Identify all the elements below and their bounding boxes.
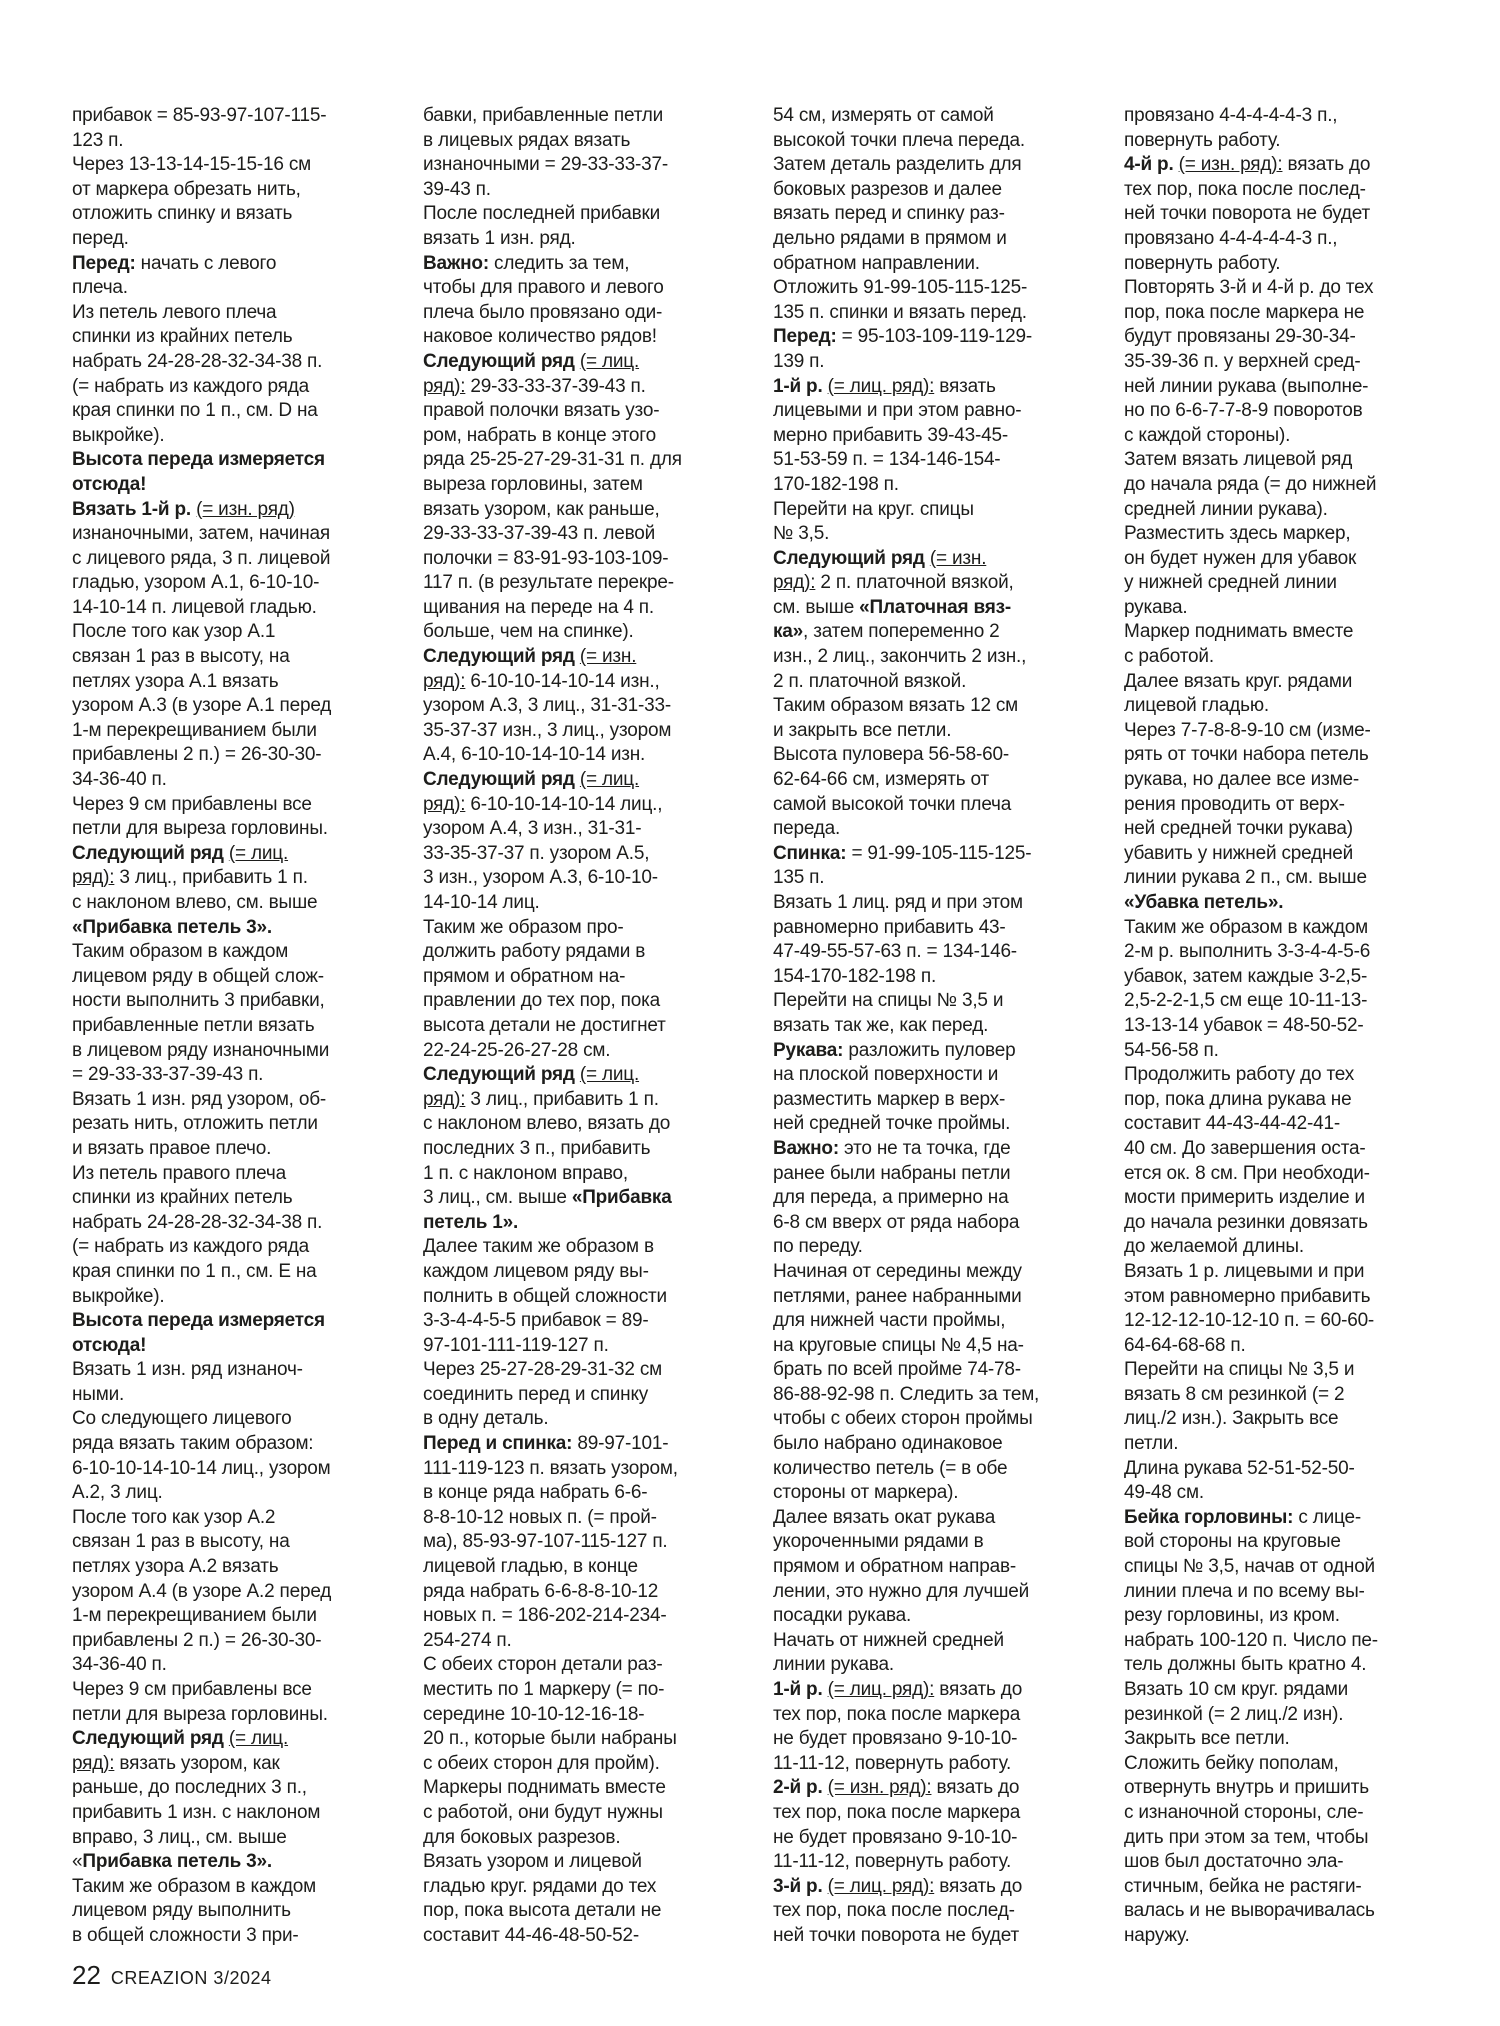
text-column-2 (423, 104, 761, 1949)
body-text: 6-10-10-14-10-14 изн., узором А.3, 3 лиц., 31-31-33- 35-37-37 изн., 3 лиц., узором А.4, 6-10-10-14-10-14 изн. (423, 670, 672, 766)
bold-text: 2-й р. (773, 1777, 823, 1799)
bold-text: Важно: (773, 1137, 839, 1159)
body-text: Вязать 1 изн. ряд изнаноч- ными. Со следующего лицевого ряда вязать таким образом: 6-10-10-14-10-14 лиц., узором А.2, 3 лиц. После того как узор А.2 связан 1 раз в высоту, на петлях узора А.2 вязать узором А.4 (в узоре А.2 перед 1-м перекрещиванием были прибавлены 2 п.) = 26-30-30- 34-36-40 п. Через 9 см прибавлены все петли для выреза горловины. (72, 1359, 332, 1725)
bold-text: Рукава: (773, 1039, 844, 1061)
bold-text: 3-й р. (773, 1875, 823, 1897)
underlined-text: (= лиц. ряд): (423, 769, 640, 815)
body-text: провязано 4-4-4-4-4-3 п., повернуть работу. (1124, 105, 1338, 151)
body-text: 54 см, измерять от самой высокой точки плеча переда. Затем деталь разделить для боковых разрезов и далее вязать перед и спинку раз- дельно рядами в прямом и обратном направлении. Отложить 91-99-105-115-125- 135 п. спинки и вязать перед. (773, 105, 1028, 323)
bold-text: 4-й р. (1124, 154, 1174, 176)
bold-text: Перед: (72, 252, 136, 274)
underlined-text: (= изн. ряд): (773, 547, 987, 594)
bold-text: Бейка горловины: (1124, 1506, 1294, 1528)
underlined-text: (= лиц. ряд): (423, 350, 640, 397)
body-text: с лице- вой стороны на круговые спицы № 3,5, начав от одной линии плеча и по всему вы- резу горловины, из кром. набрать 100-120 п. Число пе- тель должны быть кратно 4. Вязать 10 см круг. рядами резинкой (= 2 лиц./2 изн). Закрыть все петли. Сложить бейку пополам, отвернуть внутрь и пришить с изнаночной стороны, сле- дить при этом за тем, чтобы шов был достаточно эла- стичным, бейка не растяги- валась и не выворачивалась наружу. (1124, 1506, 1378, 1946)
magazine-issue: CREAZION 3/2024 (110, 1968, 272, 1988)
body-text: вязать узором, как раньше, до последних 3 п., прибавить 1 изн. с наклоном вправо, 3 лиц., см. выше « (72, 1752, 321, 1873)
text-column-4 (1124, 104, 1462, 1949)
page-footer (72, 1960, 271, 1991)
underlined-text: (= лиц. ряд): (827, 375, 935, 397)
body-text: разложить пуловер на плоской поверхности и разместить маркер в верх- ней средней точке проймы. (773, 1039, 1016, 1135)
body-text: 2 п. платочной вязкой, см. выше (773, 572, 1014, 618)
body-text: 29-33-33-37-39-43 п. правой полочки вязать узо- ром, набрать в конце этого ряда 25-25-27-29-31-31 п. для выреза горловины, затем вязать узором, как раньше, 29-33-33-37-39-43 п. левой полочки = 83-91-93-103-109- 117 п. (в результате перекре- щивания на переде на 4 п. больше, чем на спинке). (423, 375, 682, 643)
body-text: прибавок = 85-93-97-107-115- 123 п. Через 13-13-14-15-15-16 см от маркера обрезать нить, отложить спинку и вязать перед. (72, 105, 327, 249)
body-text: вязать до тех пор, пока после послед- ней точки поворота не будет (773, 1875, 1023, 1946)
bold-text: Высота переда измеряется отсюда! Вязать 1-й р. (72, 449, 325, 520)
body-text: 89-97-101- 111-119-123 п. вязать узором, в конце ряда набрать 6-6- 8-8-10-12 новых п. (= прой- ма), 85-93-97-107-115-127 п. лицевой гладью, в конце ряда набрать 6-6-8-8-10-12 новых п. = 186-202-214-234- 254-274 п. С обеих сторон детали раз- местить по 1 маркеру (= по- середине 10-10-12-16-18- 20 п., которые были набраны с обеих сторон для пройм). Маркеры поднимать вместе с работой, они будут нужны для боковых разрезов. Вязать узором и лицевой гладью круг. рядами до тех пор, пока высота детали не составит 44-46-48-50-52- (423, 1433, 678, 1946)
bold-text: Следующий ряд (423, 1064, 575, 1086)
bold-text: «Прибавка петель 1». (423, 1187, 672, 1233)
body-text: бавки, прибавленные петли в лицевых рядах вязать изнаночными = 29-33-33-37- 39-43 п. После последней прибавки вязать 1 изн. ряд. (423, 105, 669, 249)
bold-text: Перед и спинка: (423, 1433, 573, 1455)
bold-text: Перед: (773, 326, 837, 348)
body-text: = 95-103-109-119-129- 139 п. (773, 326, 1033, 372)
body-text: = 91-99-105-115-125- 135 п. Вязать 1 лиц. ряд и при этом равномерно прибавить 43- 47-49-55-57-63 п. = 134-146- 154-170-182-198 п. Перейти на спицы № 3,5 и вязать так же, как перед. (773, 842, 1032, 1036)
body-text: вязать до тех пор, пока после маркера не будет провязано 9-10-10- 11-11-12, повернуть работу. (773, 1679, 1023, 1774)
underlined-text: (= лиц. ряд): (423, 1064, 640, 1110)
body-text: это не та точка, где ранее были набраны петли для переда, а примерно на 6-8 см вверх от ряда набора по переду. Начиная от середины между петлями, ранее набранными для нижней части проймы, на круговые спицы № 4,5 на- брать по всей пройме 74-78- 86-88-92-98 п. Следить за тем, чтобы с обеих сторон проймы было набрано одинаковое количество петель (= в обе стороны от маркера). Далее вязать окат рукава укороченными рядами в прямом и обратном направ- лении, это нужно для лучшей посадки рукава. Начать от нижней средней линии рукава. (773, 1137, 1040, 1676)
bold-text: «Убавка петель». (1124, 892, 1284, 913)
body-text: вязать лицевыми и при этом равно- мерно прибавить 39-43-45- 51-53-59 п. = 134-146-154- 170-182-198 п. Перейти на круг. спицы № 3,5. (773, 375, 1022, 545)
body-text: Далее таким же образом в каждом лицевом ряду вы- полнить в общей сложности 3-3-4-4-5-5 прибавок = 89- 97-101-111-119-127 п. Через 25-27-28-29-31-32 см соединить перед и спинку в одну деталь. (423, 1236, 667, 1430)
underlined-text: (= изн. ряд): (423, 646, 637, 692)
underlined-text: (= лиц. ряд): (827, 1679, 935, 1700)
bold-text: Следующий ряд (423, 350, 575, 372)
underlined-text: (= изн. ряд): (1178, 154, 1283, 176)
text-column-3 (773, 104, 1111, 1949)
underlined-text: (= лиц. ряд): (72, 1728, 289, 1774)
bold-text: «Прибавка петель 3». (72, 916, 272, 938)
bold-text: «Платочная вяз- ка» (773, 596, 1011, 643)
text-column-1 (72, 104, 410, 1949)
body-text: Таким же образом в каждом лицевом ряду выполнить в общей сложности 3 при- (72, 1875, 317, 1946)
body-text: вязать до тех пор, пока после послед- ней точки поворота не будет провязано 4-4-4-4-4-3 п., повернуть работу. Повторять 3-й и 4-й р. до тех пор, пока после маркера не будут провязаны 29-30-34- 35-39-36 п. у верхней сред- ней линии рукава (выполне- но по 6-6-7-7-8-9 поворотов с каждой стороны). Затем вязать лицевой ряд до начала ряда (= до нижней средней линии рукава). Разместить здесь маркер, он будет нужен для убавок у нижней средней линии рукава. Маркер поднимать вместе с работой. Далее вязать круг. рядами лицевой гладью. Через 7-7-8-8-9-10 см (изме- рять от точки набора петель рукава, но далее все изме- рения проводить от верх- ней средней точки рукава) убавить у нижней средней линии рукава 2 п., см. выше (1124, 154, 1377, 889)
body-text: следить за тем, чтобы для правого и левого плеча было провязано оди- наковое количество рядов! (423, 252, 664, 348)
body-text: 6-10-10-14-10-14 лиц., узором А.4, 3 изн., 31-31- 33-35-37-37 п. узором А.5, 3 изн., узором А.3, 6-10-10- 14-10-14 лиц. Таким же образом про- должить работу рядами в прямом и обратном на- правлении до тех пор, пока высота детали не достигнет 22-24-25-26-27-28 см. (423, 793, 666, 1061)
page-number: 22 (72, 1960, 101, 1990)
bold-text: 1-й р. (773, 375, 823, 397)
bold-text: Спинка: (773, 842, 847, 864)
body-text: начать с левого плеча. Из петель левого плеча спинки из крайних петель набрать 24-28-28-32-34-38 п. (= набрать из каждого ряда края спинки по 1 п., см. D на выкройке). (72, 252, 323, 446)
underlined-text: (= лиц. ряд): (827, 1875, 935, 1897)
underlined-text: (= изн. ряд): (827, 1777, 932, 1799)
bold-text: Следующий ряд (773, 547, 925, 569)
bold-text: Высота переда измеряется отсюда! (72, 1310, 325, 1356)
bold-text: Важно: (423, 252, 489, 274)
body-text: Таким образом в каждом лицевом ряду в общей слож- ности выполнить 3 прибавки, прибавленные петли вязать в лицевом ряду изнаночными = 29-33-33-37-39-43 п. Вязать 1 изн. ряд узором, об- резать нить, отложить петли и вязать правое плечо. Из петель правого плеча спинки из крайних петель набрать 24-28-28-32-34-38 п. (= набрать из каждого ряда края спинки по 1 п., см. Е на выкройке). (72, 941, 330, 1307)
bold-text: Следующий ряд (423, 769, 575, 791)
underlined-text: (= изн. ряд) (196, 498, 295, 520)
bold-text: Следующий ряд (72, 842, 224, 864)
body-text: вязать до тех пор, пока после маркера не будет провязано 9-10-10- 11-11-12, повернуть работу. (773, 1777, 1021, 1873)
bold-text: Следующий ряд (423, 646, 575, 668)
body-text: 3 лиц., прибавить 1 п. с наклоном влево, см. выше (72, 867, 318, 913)
bold-text: Прибавка петель 3». (82, 1851, 272, 1873)
bold-text: Следующий ряд (72, 1728, 224, 1750)
body-text: 3 лиц., прибавить 1 п. с наклоном влево, вязать до последних 3 п., прибавить 1 п. с наклоном вправо, 3 лиц., см. выше (423, 1088, 671, 1209)
underlined-text: (= лиц. ряд): (72, 842, 289, 889)
bold-text: 1-й р. (773, 1679, 823, 1700)
body-text: , затем попеременно 2 изн., 2 лиц., закончить 2 изн., 2 п. платочной вязкой. Таким образом вязать 12 см и закрыть все петли. Высота пуловера 56-58-60- 62-64-66 см, измерять от самой высокой точки плеча переда. (773, 621, 1027, 840)
body-text: изнаночными, затем, начиная с лицевого ряда, 3 п. лицевой гладью, узором А.1, 6-10-10- 14-10-14 п. лицевой гладью. После того как узор А.1 связан 1 раз в высоту, на петлях узора А.1 вязать узором А.3 (в узоре А.1 перед 1-м перекрещиванием были прибавлены 2 п.) = 26-30-30- 34-36-40 п. Через 9 см прибавлены все петли для выреза горловины. (72, 523, 332, 840)
body-text: Таким же образом в каждом 2-м р. выполнить 3-3-4-4-5-6 убавок, затем каждые 3-2,5- 2,5-2-2-1,5 см еще 10-11-13- 13-13-14 убавок = 48-50-52- 54-56-58 п. Продолжить работу до тех пор, пока длина рукава не составит 44-43-44-42-41- 40 см. До завершения оста- ется ок. 8 см. При необходи- мости примерить изделие и до начала резинки довязать до желаемой длины. Вязать 1 р. лицевыми и при этом равномерно прибавить 12-12-12-10-12-10 п. = 60-60- 64-64-68-68 п. Перейти на спицы № 3,5 и вязать 8 см резинкой (= 2 лиц./2 изн.). Закрыть все петли. Длина рукава 52-51-52-50- 49-48 см. (1124, 916, 1375, 1504)
